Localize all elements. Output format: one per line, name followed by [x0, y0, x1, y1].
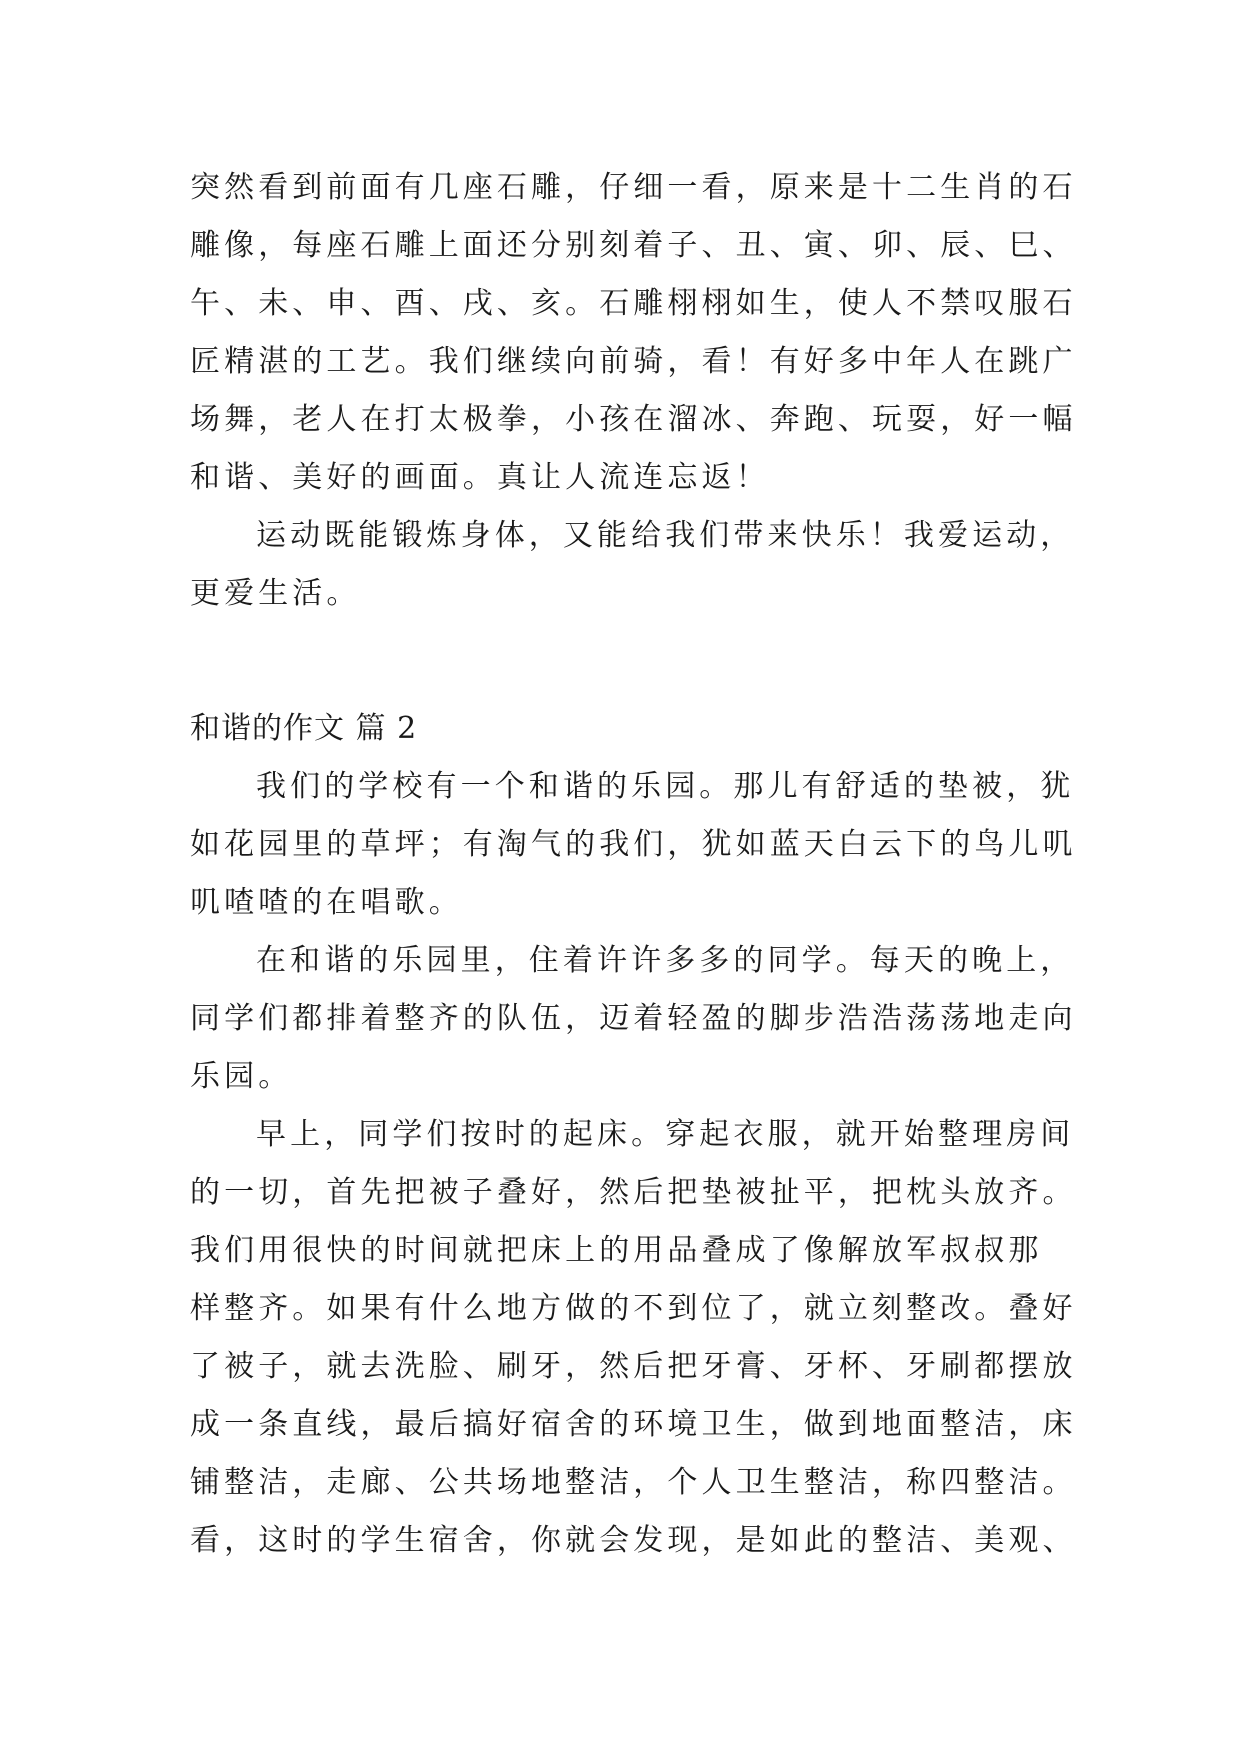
text-line: 的一切，首先把被子叠好，然后把垫被扯平，把枕头放齐。 [190, 1175, 1077, 1210]
text-line: 我们的学校有一个和谐的乐园。那儿有舒适的垫被，犹 [256, 769, 1075, 804]
text-line: 叽喳喳的在唱歌。 [190, 885, 463, 920]
section-gap [190, 623, 1080, 700]
text-line: 样整齐。如果有什么地方做的不到位了，就立刻整改。叠好 [190, 1291, 1077, 1326]
text-line: 早上，同学们按时的起床。穿起衣服，就开始整理房间 [256, 1117, 1075, 1152]
paragraph [190, 758, 1080, 932]
text-line: 成一条直线，最后搞好宿舍的环境卫生，做到地面整洁，床 [190, 1407, 1077, 1442]
text-line: 雕像，每座石雕上面还分别刻着子、丑、寅、卯、辰、巳、 [190, 228, 1077, 263]
text-line: 突然看到前面有几座石雕，仔细一看，原来是十二生肖的石 [190, 170, 1077, 205]
paragraph [190, 932, 1080, 1106]
text-line: 同学们都排着整齐的队伍，迈着轻盈的脚步浩浩荡荡地走向 [190, 1001, 1077, 1036]
paragraph [190, 1106, 1080, 1570]
text-line: 如花园里的草坪；有淘气的我们，犹如蓝天白云下的鸟儿叽 [190, 827, 1077, 862]
document-page [190, 159, 1080, 1570]
text-line: 看，这时的学生宿舍，你就会发现，是如此的整洁、美观、 [190, 1523, 1077, 1558]
section-title: 和谐的作文 篇 2 [190, 711, 418, 746]
text-line: 更爱生活。 [190, 576, 361, 611]
text-line: 匠精湛的工艺。我们继续向前骑，看！有好多中年人在跳广 [190, 344, 1077, 379]
text-line: 和谐、美好的画面。真让人流连忘返！ [190, 460, 770, 495]
paragraph [190, 159, 1080, 507]
paragraph [190, 507, 1080, 623]
text-line: 乐园。 [190, 1059, 293, 1094]
text-line: 午、未、申、酉、戌、亥。石雕栩栩如生，使人不禁叹服石 [190, 286, 1077, 321]
text-line: 了被子，就去洗脸、刷牙，然后把牙膏、牙杯、牙刷都摆放 [190, 1349, 1077, 1384]
text-line: 我们用很快的时间就把床上的用品叠成了像解放军叔叔那 [190, 1233, 1043, 1268]
text-line: 铺整洁，走廊、公共场地整洁，个人卫生整洁，称四整洁。 [190, 1465, 1077, 1500]
text-line: 场舞，老人在打太极拳，小孩在溜冰、奔跑、玩耍，好一幅 [190, 402, 1077, 437]
text-line: 运动既能锻炼身体，又能给我们带来快乐！我爱运动， [256, 518, 1075, 553]
text-line: 在和谐的乐园里，住着许许多多的同学。每天的晚上， [256, 943, 1075, 978]
